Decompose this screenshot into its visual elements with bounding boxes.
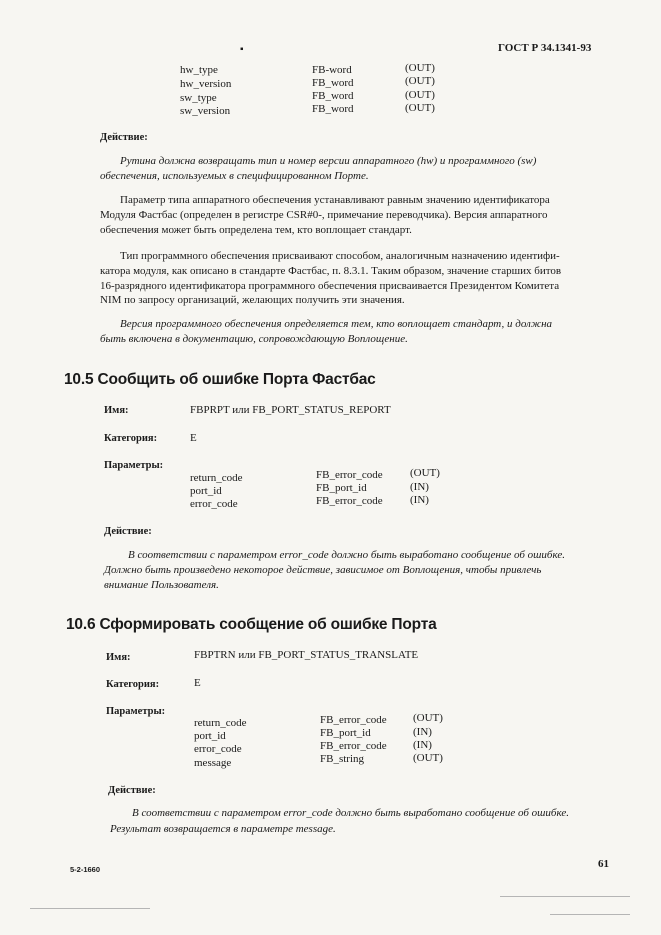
paragraph-line: 16-разрядного идентификатора программного обеспечения присваивается Президентом Комитета <box>100 280 560 292</box>
param-direction: (IN) <box>410 481 429 493</box>
param-type: FB_word <box>312 90 354 102</box>
action-label: Действие: <box>104 526 152 537</box>
param-direction: (OUT) <box>413 752 443 764</box>
param-direction: (OUT) <box>405 62 435 74</box>
action-text-line: обеспечения, используемых в специфицированном Порте. <box>100 170 369 182</box>
action-text-line: В соответствии с параметром error_code должно быть выработано сообщение об ошибке. <box>128 549 565 561</box>
param-name: sw_version <box>180 105 231 117</box>
param-type: FB_string <box>320 753 365 765</box>
param-type: FB-word <box>312 64 352 76</box>
param-name: return_code <box>190 472 243 484</box>
action-label: Действие: <box>108 785 156 796</box>
param-direction: (OUT) <box>413 712 443 724</box>
paragraph-line: катора модуля, как описано в стандарте Фастбас, п. 8.3.1. Таким образом, значение старших битов <box>100 265 562 277</box>
param-name: sw_type <box>180 92 217 104</box>
action-text-line: Результат возвращается в параметре message. <box>110 823 336 835</box>
param-direction: (OUT) <box>405 102 435 114</box>
param-direction: (OUT) <box>405 75 435 87</box>
action-label: Действие: <box>100 132 148 143</box>
action-text-line: внимание Пользователя. <box>104 579 219 591</box>
name-label: Имя: <box>106 652 131 663</box>
param-name: port_id <box>194 730 226 742</box>
category-label: Категория: <box>106 679 160 690</box>
param-type: FB_word <box>312 77 354 89</box>
name-value: FBPRPT или FB_PORT_STATUS_REPORT <box>190 404 391 416</box>
paragraph-line: Параметр типа аппаратного обеспечения устанавливают равным значению идентификатора <box>120 194 550 206</box>
scan-artifact-line <box>550 914 630 915</box>
name-value: FBPTRN или FB_PORT_STATUS_TRANSLATE <box>194 649 419 661</box>
paragraph-line: Версия программного обеспечения определяется тем, кто воплощает стандарт, и должна <box>120 318 553 330</box>
param-direction: (IN) <box>410 494 429 506</box>
param-name: message <box>194 757 232 769</box>
parameters-label: Параметры: <box>104 460 164 471</box>
param-name: error_code <box>194 743 242 755</box>
print-code: 5-2-1660 <box>70 865 101 874</box>
name-label: Имя: <box>104 405 129 416</box>
document-standard-header: ГОСТ Р 34.1341-93 <box>498 42 592 54</box>
param-type: FB_port_id <box>320 727 371 739</box>
scan-artifact-line <box>30 908 150 909</box>
category-label: Категория: <box>104 433 158 444</box>
section-heading-10-5: 10.5 Сообщить об ошибке Порта Фастбас <box>64 371 376 388</box>
param-type: FB_error_code <box>320 714 387 726</box>
param-type: FB_error_code <box>316 495 383 507</box>
param-type: FB_word <box>312 103 354 115</box>
param-name: hw_version <box>180 78 232 90</box>
section-heading-10-6: 10.6 Сформировать сообщение об ошибке Порта <box>66 616 437 633</box>
paragraph-line: Модуля Фастбас (определен в регистре CSR#0-, примечание переводчика). Версия аппаратного <box>100 209 548 221</box>
category-value: E <box>194 677 201 689</box>
param-name: port_id <box>190 485 222 497</box>
param-direction: (OUT) <box>410 467 440 479</box>
paragraph-line: быть включена в документацию, сопровождающую Воплощение. <box>100 333 408 345</box>
param-name: return_code <box>194 717 247 729</box>
scan-mark: ▪ <box>240 44 244 55</box>
param-direction: (IN) <box>413 739 432 751</box>
param-direction: (IN) <box>413 726 432 738</box>
param-type: FB_error_code <box>316 469 383 481</box>
param-type: FB_error_code <box>320 740 387 752</box>
action-text-line: Рутина должна возвращать тип и номер версии аппаратного (hw) и программного (sw) <box>120 155 537 167</box>
param-direction: (OUT) <box>405 89 435 101</box>
action-text-line: В соответствии с параметром error_code должно быть выработано сообщение об ошибке. <box>132 807 569 819</box>
action-text-line: Должно быть произведено некоторое действие, зависимое от Воплощения, чтобы привлечь <box>104 564 542 576</box>
category-value: E <box>190 432 197 444</box>
param-type: FB_port_id <box>316 482 367 494</box>
paragraph-line: Тип программного обеспечения присваивают способом, аналогичным назначению идентифи- <box>120 250 560 262</box>
param-name: error_code <box>190 498 238 510</box>
paragraph-line: NIM по запросу организаций, желающих получить эти значения. <box>100 294 405 306</box>
page-number: 61 <box>598 858 609 870</box>
param-name: hw_type <box>180 64 218 76</box>
paragraph-line: обеспечения может быть определена тем, кто воплощает стандарт. <box>100 224 412 236</box>
parameters-label: Параметры: <box>106 706 166 717</box>
scan-artifact-line <box>500 896 630 897</box>
